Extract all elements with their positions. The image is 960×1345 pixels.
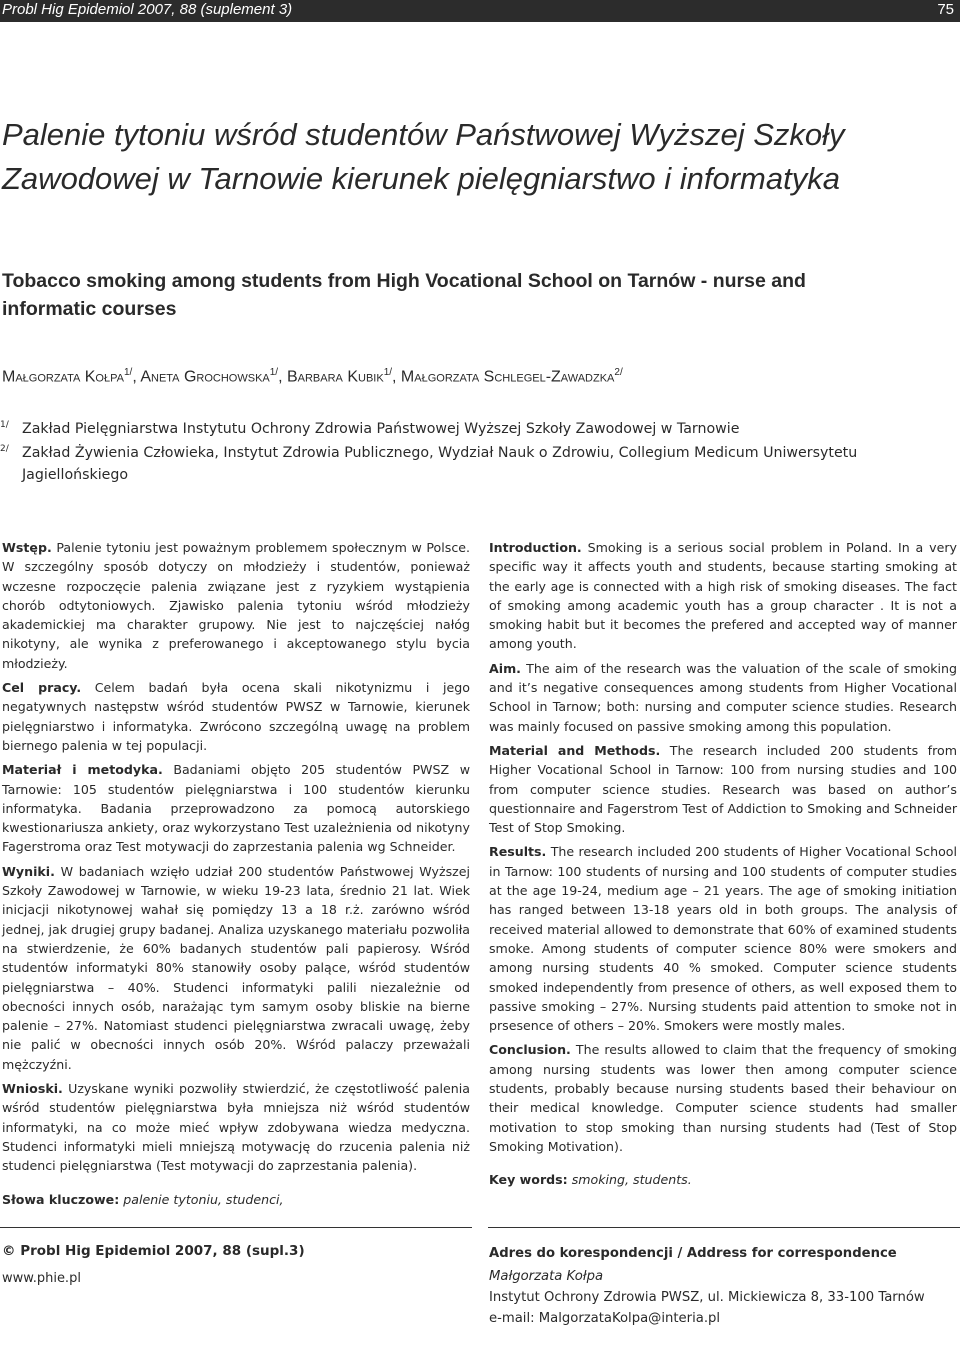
author-list bbox=[2, 367, 942, 386]
affiliation-number: 2/ bbox=[0, 444, 9, 454]
abstract-polish bbox=[2, 538, 470, 1214]
section-heading: Materiał i metodyka. bbox=[2, 762, 163, 778]
keywords-text: smoking, students. bbox=[567, 1172, 692, 1188]
abstract-section-methods bbox=[2, 760, 470, 856]
section-heading: Wnioski. bbox=[2, 1081, 63, 1097]
abstract-section-introduction bbox=[489, 538, 957, 654]
abstract-english bbox=[489, 538, 957, 1195]
section-heading: Material and Methods. bbox=[489, 742, 661, 758]
author-affiliation-mark: 2/ bbox=[614, 367, 623, 378]
affiliation-number: 1/ bbox=[0, 420, 9, 430]
article-title: Palenie tytoniu wśród studentów Państwowej Wyższej Szkoły Zawodowej w Tarnowie kierunek pielęgniarstwo i informatyka bbox=[2, 117, 845, 196]
abstract-section-methods bbox=[489, 741, 957, 837]
affiliation-text: Zakład Żywienia Człowieka, Instytut Zdrowia Publicznego, Wydział Nauk o Zdrowiu, Collegium Medicum Uniwersytetu Jagiellońskiego bbox=[22, 445, 858, 483]
keywords-heading: Słowa kluczowe: bbox=[2, 1191, 120, 1207]
journal-website-link[interactable]: www.phie.pl bbox=[2, 1271, 81, 1286]
section-text: The results allowed to claim that the frequency of smoking among nursing students was lower then among computer science students, probably because nursing students based their behaviour on their medical knowledge. Computer science students had smaller motivation to stop smoking than nursing students had (Test of Stop Smoking Motivation). bbox=[489, 1042, 957, 1154]
abstract-section-introduction bbox=[2, 538, 470, 673]
footer-divider-right bbox=[488, 1227, 960, 1228]
page-number: 75 bbox=[937, 1, 954, 18]
correspondence-name: Małgorzata Kołpa bbox=[489, 1269, 604, 1284]
author-separator: , bbox=[392, 368, 401, 386]
section-text: Smoking is a serious social problem in Poland. In a very specific way it affects youth and students, because starting smoking at the early age is connected with a high risk of smoking diseases. The fact of smoking among academic youth has a group character . It is not a smoking habit but it becomes the prefered and accepted way of manner among youth. bbox=[489, 540, 957, 652]
keywords-english bbox=[489, 1170, 957, 1189]
correspondence-address: Instytut Ochrony Zdrowia PWSZ, ul. Mickiewicza 8, 33-100 Tarnów bbox=[489, 1290, 925, 1305]
affiliation-text: Zakład Pielęgniarstwa Instytutu Ochrony Zdrowia Państwowej Wyższej Szkoły Zawodowej w Tarnowie bbox=[22, 421, 740, 437]
section-heading: Introduction. bbox=[489, 540, 582, 555]
section-text: Uzyskane wyniki pozwoliły stwierdzić, że częstotliwość palenia wśród studentów pielęgniarstwa była mniejsza niż wśród studentów informatyki, na co może mieć wpływ zdobywana wiedza medyczna. Studenci informatyki mieli mniejszą motywację do rzucenia palenia niż studenci pielęgniarstwa (Test motywacji do zaprzestania palenia). bbox=[2, 1081, 470, 1174]
article-subtitle: Tobacco smoking among students from High Vocational School on Tarnów - nurse and informatic courses bbox=[2, 270, 806, 320]
author-separator: , bbox=[132, 368, 141, 386]
footer-citation-block bbox=[2, 1243, 472, 1286]
section-text: Celem badań była ocena skali nikotynizmu i jego negatywnych następstw wśród studentów PWSZ w Tarnowie, kierunek pielęgniarstwo i informatyka. Zwrócono szczególną uwagę na problem biernego palenia w tej populacji. bbox=[2, 680, 470, 753]
abstract-section-results bbox=[2, 862, 470, 1074]
section-heading: Conclusion. bbox=[489, 1042, 571, 1058]
keywords-text: palenie tytoniu, studenci, bbox=[119, 1191, 284, 1207]
footer-divider-left bbox=[0, 1227, 472, 1228]
section-text: The research included 200 students of Higher Vocational School in Tarnow: 100 students of nursing and 100 students of computer studies at the age 19-24, medium age – 21 years. The age of smoking initiation has ranged between 13-18 years old in both groups. The analysis of received material allowed to demonstrate that 60% of examined students smoke. Among students of computer science 80% were smokers and among nursing students 40 % smoked. Computer science students smoked independently from presence of others, as well exposed them to passive smoking – 27%. Nursing students paid attention to smoke not in prsesence of others – 20%. Smokers were mostly males. bbox=[489, 844, 957, 1034]
abstract-section-conclusion bbox=[489, 1040, 957, 1156]
author-name: Małgorzata Kołpa bbox=[2, 368, 124, 386]
correspondence-block bbox=[489, 1243, 959, 1329]
section-text: The research included 200 students from Higher Vocational School in Tarnow: 100 from nursing studies and 100 from computer science studies. Research was based on author’s questionnaire and Fagerstrom Test of Addiction to Smoking and Schneider Test of Stop Smoking. bbox=[489, 742, 957, 836]
journal-citation: Probl Hig Epidemiol 2007, 88 (suplement 3) bbox=[2, 1, 293, 18]
footer-citation: © Probl Hig Epidemiol 2007, 88 (supl.3) bbox=[2, 1243, 305, 1259]
section-text: Palenie tytoniu jest poważnym problemem społecznym w Polsce. W szczególny sposób dotyczy on młodzieży i studentów, ponieważ wczesne rozpoczęcie palenia związane jest z ryzykiem wystąpienia chorób odtytoniowych. Zjawisko palenia tytoniu wśród młodzieży akademickiej ma charakter grupowy. Nie jest to najczęściej nałóg nikotyny, ale wynika z preferowanego i akceptowanego stylu bycia młodzieży. bbox=[2, 540, 470, 671]
author-affiliation-mark: 1/ bbox=[269, 367, 279, 378]
section-heading: Wstęp. bbox=[2, 540, 52, 555]
author-separator: , bbox=[278, 368, 287, 386]
keywords-polish bbox=[2, 1190, 470, 1209]
correspondence-heading: Adres do korespondencji / Address for correspondence bbox=[489, 1246, 897, 1261]
author-name: Barbara Kubik bbox=[286, 368, 384, 386]
section-heading: Results. bbox=[489, 844, 547, 860]
keywords-heading: Key words: bbox=[489, 1172, 568, 1188]
section-heading: Aim. bbox=[489, 660, 521, 676]
section-heading: Wyniki. bbox=[2, 863, 55, 879]
abstract-section-aim bbox=[489, 659, 957, 736]
correspondence-email[interactable]: e-mail: MalgorzataKolpa@interia.pl bbox=[489, 1311, 721, 1326]
author-name: Aneta Grochowska bbox=[140, 368, 270, 386]
abstract-section-aim bbox=[2, 678, 470, 755]
abstract-section-conclusions bbox=[2, 1079, 470, 1175]
section-text: Badaniami objęto 205 studentów PWSZ w Tarnowie: 105 studentów pielęgniarstwa i 100 studentów kierunku informatyka. Badania przeprowadzono za pomocą autorskiego kwestionariusza ankiety, oraz wykorzystano Test uzależnienia od nikotyny Fagerstroma oraz Test motywacji do zaprzestania palenia wg Schneider. bbox=[2, 762, 470, 855]
section-text: The aim of the research was the valuation of the scale of smoking and it’s negative consequences among students from Higher Vocational School in Tarnow; both: nursing and computer science studies. Research was mainly focused on passive smoking among this population. bbox=[489, 660, 957, 734]
section-heading: Cel pracy. bbox=[2, 680, 82, 696]
affiliation-1 bbox=[0, 418, 940, 440]
journal-header-bar bbox=[0, 0, 960, 22]
affiliation-2 bbox=[0, 442, 940, 486]
author-affiliation-mark: 1/ bbox=[383, 367, 393, 378]
section-text: W badaniach wzięło udział 200 studentów Państwowej Wyższej Szkoły Zawodowej w Tarnowie, w wieku 19-23 lata, średnio 21 lat. Wiek inicjacji nikotynowej wahał się pomiędzy 13 a 18 r.ż. zarówno wśród jednej, jak drugiej grupy badanej. Analiza uzyskanego materiału pozwoliła na stwierdzenie, że 60% badanych studentów pali papierosy. Wśród studentów informatyki 80% stanowiły osoby palące, wśród studentów pielęgniarstwa – 40%. Studenci informatyki palili niezależnie od obecności innych osób, narażając tym samym osoby bliskie na bierne palenie – 27%. Natomiast studenci pielęgniarstwa zwracali uwagę, żeby nie palić w obecności innych osób 20%. Wśród palaczy przeważali mężczyźni. bbox=[2, 863, 470, 1072]
author-affiliation-mark: 1/ bbox=[123, 367, 133, 378]
abstract-section-results bbox=[489, 842, 957, 1035]
author-name: Małgorzata Schlegel-Zawadzka bbox=[400, 368, 615, 386]
